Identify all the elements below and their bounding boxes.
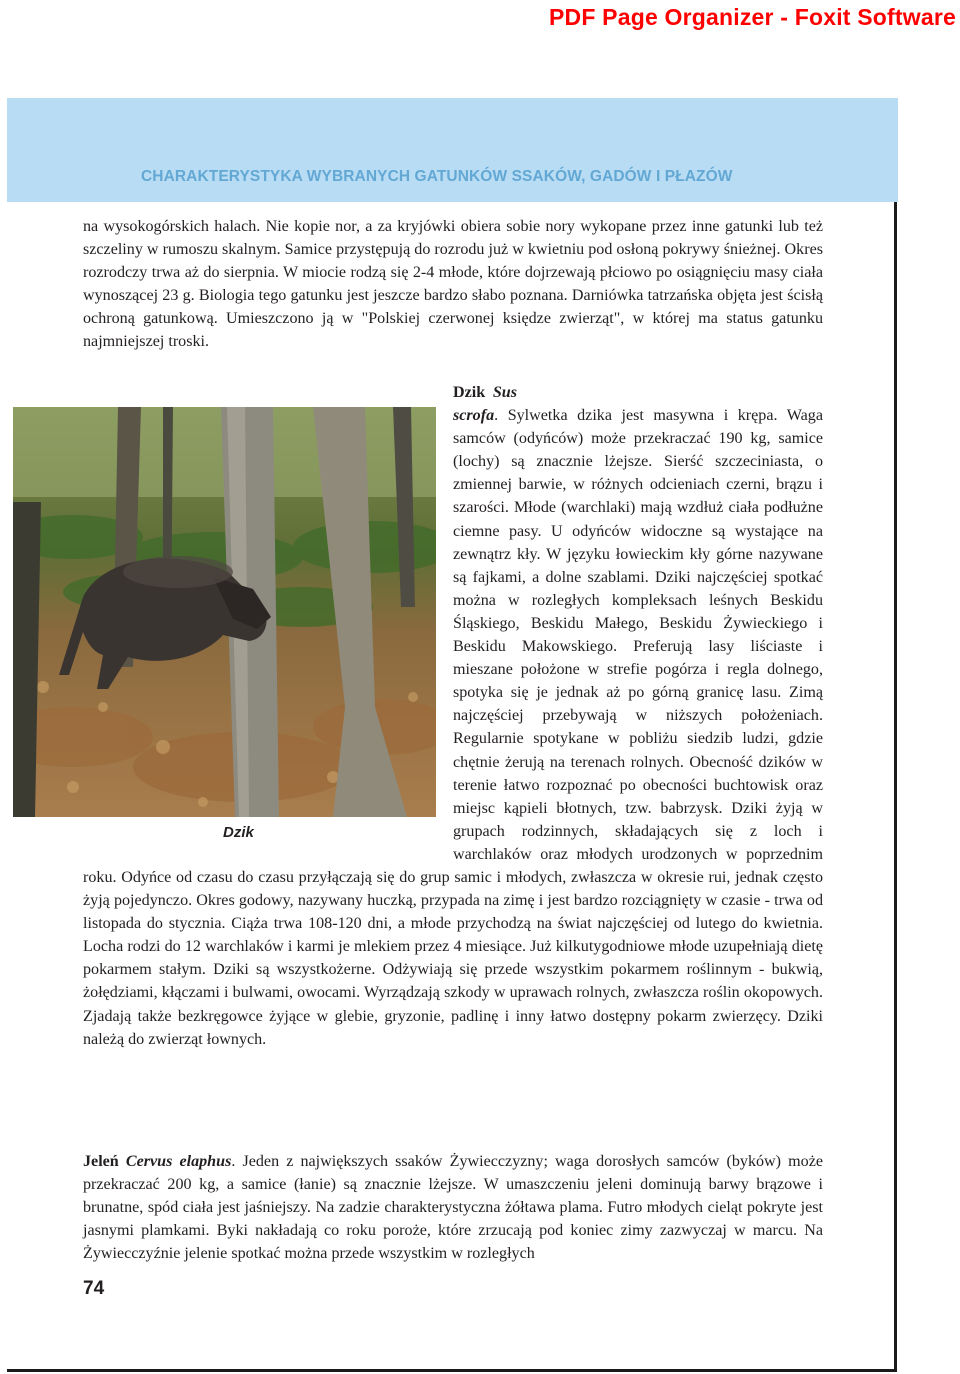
header-band bbox=[7, 98, 898, 202]
boar-figure bbox=[13, 381, 439, 844]
chapter-title: CHARAKTERYSTYKA WYBRANYCH GATUNKÓW SSAKÓW, GADÓW I PŁAZÓW bbox=[141, 168, 733, 185]
document-page bbox=[7, 98, 897, 1372]
boar-description: . Sylwetka dzika jest masywna i krępa. Waga samców (odyńców) może przekraczać 190 kg, samice (lochy) są znacznie lżejsze. Sierść szczeciniasta, o zmiennej barwie, w różnych odcieniach czerni, brązu i szarości. Młode (warchlaki) mają wzdłuż ciała podłużne ciemne pasy. U odyńców widoczne są wystające na zewnątrz kły. W języku łowieckim kły górne nazywane są fajkami, a dolne szablami. Dziki najczęściej spotkać można w rozległych kompleksach leśnych Beskidu Śląskiego, Beskidu Małego, Beskidu Żywieckiego i Beskidu Makowskiego. Preferują lasy liściaste i mieszane położone w strefie pogórza i regla dolnego, spotyka się je jednak aż po górną granicę lasu. Zimą najczęściej przebywają w niższych położeniach. Regularnie spotykane w pobliżu siedzib ludzi, gdzie chętnie żerują na terenach rolnych. Obecność dzików w terenie łatwo rozpoznać po obecności buchtowisk oraz miejsc kąpieli błotnych, tzw. babrzysk. Dziki żyją w grupach rodzinnych, składających się z loch i warchlaków oraz młodych urodzonych w poprzednim roku. Odyńce od czasu do czasu przyłączają się do grup samic i młodych, zwłaszcza w okresie rui, jednak często żyją pojedynczo. Okres godowy, nazywany huczką, przypada na zimę i jest bardzo rozciągnięty w czasie - trwa od listopada do stycznia. Ciąża trwa 108-120 dni, a młode przychodzą na świat najczęściej od lutego do kwietnia. Locha rodzi do 12 warchlaków i karmi je mlekiem przez 4 miesiące. Już kilkutygodniowe młode uzupełniają dietę pokarmem stałym. Dziki są wszystkożerne. Odżywiają się przede wszystkim pokarmem roślinnym - bukwią, żołędziami, kłączami i bulwami, owocami. Wyrządzają szkody w uprawach rolnych, zwłaszcza roślin okopowych. Zjadają także bezkręgowce żyjące w glebie, gryzonie, padlinę i inny łatwo dostępny pokarm zwierzęcy. Dziki należą do zwierząt łownych. bbox=[83, 407, 823, 1048]
species-latin-deer: Cervus elaphus bbox=[125, 1153, 232, 1170]
page-number: 74 bbox=[83, 1278, 105, 1299]
paragraph-boar bbox=[83, 381, 823, 1051]
species-latin-boar: Sus scrofa bbox=[453, 384, 517, 425]
paragraph-deer bbox=[83, 1150, 823, 1265]
photo-caption: Dzik bbox=[223, 824, 254, 841]
species-name-boar: Dzik bbox=[453, 384, 486, 401]
wild-boar-photo bbox=[13, 407, 436, 817]
species-name-deer: Jeleń bbox=[83, 1153, 119, 1170]
watermark-text: PDF Page Organizer - Foxit Software bbox=[548, 4, 956, 30]
paragraph-intro: na wysokogórskich halach. Nie kopie nor, a za kryjówki obiera sobie nory wykopane przez inne gatunki lub też szczeliny w rumoszu skalnym. Samice przystępują do rozrodu już w kwietniu pod osłoną pokrywy śnieżnej. Okres rozrodczy trwa aż do sierpnia. W miocie rodzą się 2-4 młode, które dojrzewają płciowo po osiągnięciu masy ciała wynoszącej 23 g. Biologia tego gatunku jest jeszcze bardzo słabo poznana. Darniówka tatrzańska objęta jest ścisłą ochroną gatunkową. Umieszczono ją w "Polskiej czerwonej księdze zwierząt", w której ma status gatunku najmniejszej troski. bbox=[83, 218, 823, 351]
deer-description: . Jeden z największych ssaków Żywiecczyzny; waga dorosłych samców (byków) może przekraczać 200 kg, a samice (łanie) są znacznie lżejsze. W umaszczeniu jeleni dominują barwy brązowe i brunatne, spód ciała jest jaśniejszy. Na zadzie charakterystyczna żółtawa plama. Futro młodych cieląt pokryte jest jasnymi plamkami. Byki nakładają co roku poroże, które zrzucają pod koniec zimy zazwyczaj w marcu. Na Żywiecczyźnie jelenie spotkać można przede wszystkim w rozległych bbox=[83, 1153, 823, 1263]
